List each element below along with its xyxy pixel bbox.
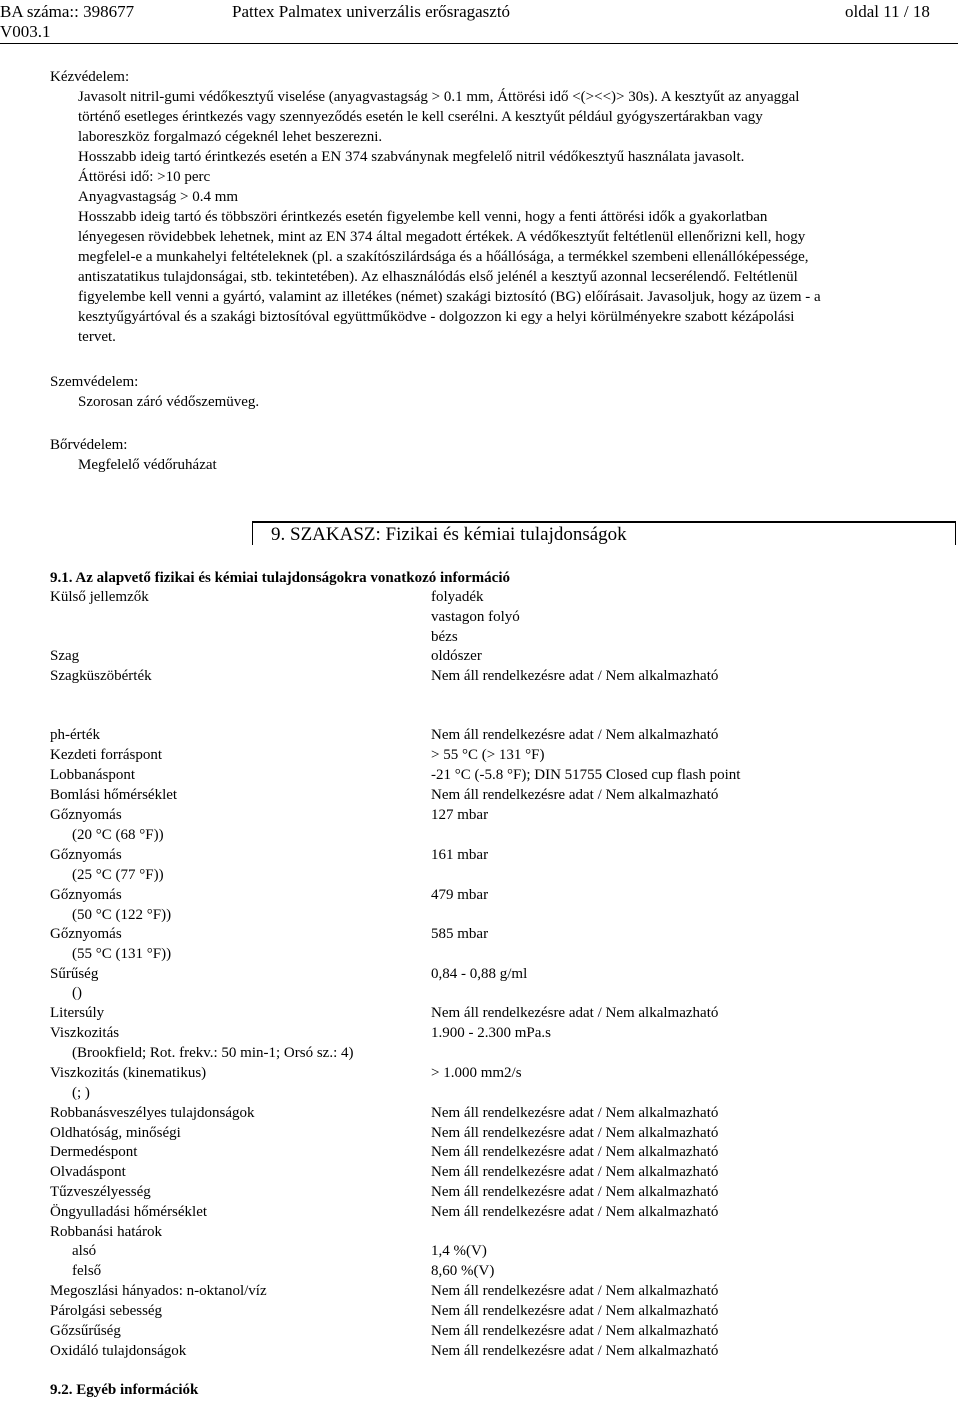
property-label: (Brookfield; Rot. frekv.: 50 min-1; Orsó sz.: 4): [72, 1045, 354, 1061]
property-label: Gőznyomás: [50, 807, 122, 823]
property-label: Külső jellemzők: [50, 589, 149, 605]
property-value: Nem áll rendelkezésre adat / Nem alkalmazható: [431, 1125, 719, 1141]
property-label: Gőzsűrűség: [50, 1323, 121, 1339]
property-label: Gőznyomás: [50, 887, 122, 903]
property-label: Gőznyomás: [50, 847, 122, 863]
property-value: Nem áll rendelkezésre adat / Nem alkalmazható: [431, 1204, 719, 1220]
page-number: oldal 11 / 18: [845, 2, 930, 21]
property-value: 127 mbar: [431, 807, 489, 823]
property-label: Szag: [50, 648, 80, 664]
property-value: Nem áll rendelkezésre adat / Nem alkalmazható: [431, 787, 719, 803]
property-value: 585 mbar: [431, 926, 489, 942]
eye-protection-text: Szorosan záró védőszemüveg.: [78, 394, 260, 410]
page-header: [0, 0, 960, 44]
document-number: BA száma:: 398677: [0, 2, 135, 21]
subsection-9-1-title: 9.1. Az alapvető fizikai és kémiai tulajdonságokra vonatkozó információ: [50, 570, 510, 586]
property-label: Dermedéspont: [50, 1144, 138, 1160]
property-label: Párolgási sebesség: [50, 1303, 163, 1319]
property-label: Viszkozitás (kinematikus): [50, 1065, 207, 1081]
property-label: Viszkozitás: [50, 1025, 120, 1041]
document-version: V003.1: [0, 22, 51, 41]
skin-protection-title: Bőrvédelem:: [50, 437, 128, 453]
property-value: oldószer: [431, 648, 482, 664]
section-9-heading: [252, 521, 956, 545]
property-label: Lobbanáspont: [50, 767, 135, 783]
property-value: 479 mbar: [431, 887, 489, 903]
hand-protection-line: lényegesen rövidebbek lehetnek, mint az EN 374 által megadott értékek. A védőkesztyűt feltétlenül ellenőrizni kell, hogy: [78, 229, 806, 245]
property-label: Robbanásveszélyes tulajdonságok: [50, 1105, 255, 1121]
hand-protection-line: Anyagvastagság > 0.4 mm: [78, 189, 239, 205]
property-value: Nem áll rendelkezésre adat / Nem alkalmazható: [431, 1184, 719, 1200]
property-label: alsó: [72, 1243, 97, 1259]
hand-protection-line: antiszatatikus tulajdonságai, stb. tekintetében). Az elhasználódás első jelénél a kesztyű azonnal lecserélendő. Feltétlenül: [78, 269, 798, 285]
property-value: folyadék: [431, 589, 484, 605]
property-value: Nem áll rendelkezésre adat / Nem alkalmazható: [431, 1164, 719, 1180]
property-value: > 55 °C (> 131 °F): [431, 747, 545, 763]
property-label: Litersúly: [50, 1005, 105, 1021]
property-value: -21 °C (-5.8 °F); DIN 51755 Closed cup flash point: [431, 767, 741, 783]
property-label: Megoszlási hányados: n-oktanol/víz: [50, 1283, 267, 1299]
property-value: Nem áll rendelkezésre adat / Nem alkalmazható: [431, 668, 719, 684]
property-value: 1,4 %(V): [431, 1243, 487, 1259]
property-label: (50 °C (122 °F)): [72, 907, 172, 923]
subsection-9-2-title: 9.2. Egyéb információk: [50, 1382, 199, 1398]
header-divider: [0, 43, 958, 44]
property-value: 1.900 - 2.300 mPa.s: [431, 1025, 551, 1041]
property-label: Robbanási határok: [50, 1224, 163, 1240]
property-label: (): [72, 985, 82, 1001]
property-value: 8,60 %(V): [431, 1263, 495, 1279]
hand-protection-line: laboreszköz forgalmazó cégeknél lehet beszerezni.: [78, 129, 383, 145]
property-label: Oxidáló tulajdonságok: [50, 1343, 187, 1359]
property-value: Nem áll rendelkezésre adat / Nem alkalmazható: [431, 1343, 719, 1359]
hand-protection-line: Hosszabb ideig tartó érintkezés esetén a EN 374 szabványnak megfelelő nitril védőkesztyű használata javasolt.: [78, 149, 745, 165]
property-label: (25 °C (77 °F)): [72, 867, 164, 883]
property-label: Olvadáspont: [50, 1164, 126, 1180]
property-value: 0,84 - 0,88 g/ml: [431, 966, 528, 982]
property-label: (55 °C (131 °F)): [72, 946, 172, 962]
hand-protection-line: Áttörési idő: >10 perc: [78, 169, 211, 185]
section-9-title: 9. SZAKASZ: Fizikai és kémiai tulajdonságok: [271, 524, 627, 545]
hand-protection-line: kesztyűgyártóval és a szakági biztosítóval együttműködve - dolgozzon ki egy a helyi körülményekre szabott kézápolási: [78, 309, 795, 325]
hand-protection-line: tervet.: [78, 329, 116, 345]
property-label: (; ): [72, 1085, 90, 1101]
property-label: Bomlási hőmérséklet: [50, 787, 178, 803]
property-value: Nem áll rendelkezésre adat / Nem alkalmazható: [431, 1283, 719, 1299]
hand-protection-title: Kézvédelem:: [50, 69, 130, 85]
property-label: Kezdeti forráspont: [50, 747, 163, 763]
hand-protection-line: történő esetleges érintkezés vagy szennyeződés esetén le kell cserélni. A kesztyűt például gyógyszertárakban vagy: [78, 109, 763, 125]
property-value: Nem áll rendelkezésre adat / Nem alkalmazható: [431, 1323, 719, 1339]
property-value: > 1.000 mm2/s: [431, 1065, 522, 1081]
hand-protection-line: megfelel-e a munkahelyi feltételeknek (pl. a szakítószilárdsága és a hőállósága, a termékkel szembeni ellenállóképessége,: [78, 249, 809, 265]
property-label: Oldhatóság, minőségi: [50, 1125, 181, 1141]
hand-protection-line: Javasolt nitril-gumi védőkesztyű viselése (anyagvastagság > 0.1 mm, Áttörési idő <(><<)> 30s). A kesztyűt az anyaggal: [78, 89, 800, 105]
eye-protection-title: Szemvédelem:: [50, 374, 139, 390]
property-label: Gőznyomás: [50, 926, 122, 942]
property-label: Sűrűség: [50, 966, 99, 982]
property-value: Nem áll rendelkezésre adat / Nem alkalmazható: [431, 1303, 719, 1319]
property-value: vastagon folyó: [431, 609, 520, 625]
property-label: felső: [72, 1263, 102, 1279]
property-value: bézs: [431, 629, 458, 645]
property-label: ph-érték: [50, 727, 100, 743]
property-value: Nem áll rendelkezésre adat / Nem alkalmazható: [431, 1105, 719, 1121]
hand-protection-line: Hosszabb ideig tartó és többszöri érintkezés esetén figyelembe kell venni, hogy a fenti áttörési idők a gyakorlatban: [78, 209, 768, 225]
property-value: Nem áll rendelkezésre adat / Nem alkalmazható: [431, 1144, 719, 1160]
property-value: Nem áll rendelkezésre adat / Nem alkalmazható: [431, 1005, 719, 1021]
property-label: Tűzveszélyesség: [50, 1184, 151, 1200]
property-value: 161 mbar: [431, 847, 489, 863]
product-name: Pattex Palmatex univerzális erősragasztó: [232, 2, 511, 21]
property-value: Nem áll rendelkezésre adat / Nem alkalmazható: [431, 727, 719, 743]
property-label: Szagküszöbérték: [50, 668, 152, 684]
property-label: Öngyulladási hőmérséklet: [50, 1204, 208, 1220]
hand-protection-line: figyelembe kell venni a gyártó, valamint az illetékes (német) szakági biztosító (BG) előírásait. Javasoljuk, hogy az üzem - a: [78, 289, 821, 305]
skin-protection-text: Megfelelő védőruházat: [78, 457, 217, 473]
property-label: (20 °C (68 °F)): [72, 827, 164, 843]
